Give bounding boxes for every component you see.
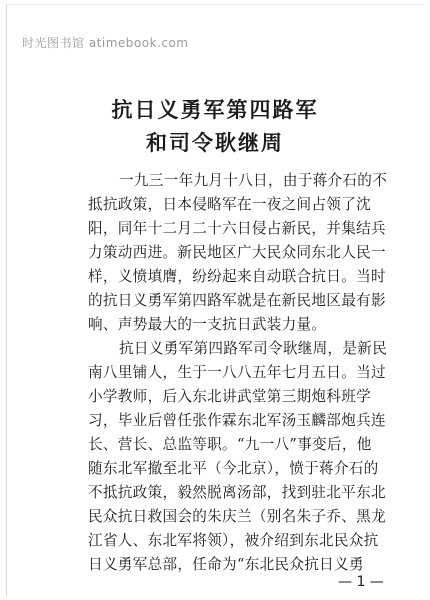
- body-line: 习，毕业后曾任张作霖东北军汤玉麟部炮兵连: [88, 412, 386, 429]
- body-line: 江省人、东北军将领），被介绍到东北民众抗: [88, 532, 379, 549]
- body-line: 随东北军撤至北平（今北京），愤于蒋介石的: [88, 460, 379, 477]
- body-line: 响、声势最大的一支抗日武装力量。: [88, 316, 327, 333]
- title-line-1: 抗日义勇军第四路军: [111, 98, 319, 122]
- body-line: 长、营长、总监等职。“九一八”事变后，他: [88, 436, 372, 453]
- body-line: 的抗日义勇军第四路军就是在新民地区最有影: [88, 292, 386, 309]
- body-line: 日义勇军总部，任命为“东北民众抗日义勇: [88, 556, 364, 573]
- body-line: 不抵抗政策，毅然脱离汤部，找到驻北平东北: [88, 484, 386, 501]
- body-line: 一九三一年九月十八日，由于蒋介石的不: [119, 172, 388, 189]
- body-line: 样，义愤填膺，纷纷起来自动联合抗日。当时: [88, 268, 386, 285]
- page-number: — 1 —: [338, 574, 384, 590]
- body-line: 民众抗日救国会的朱庆兰（别名朱子乔、黑龙: [88, 508, 386, 525]
- body-line: 阳，同年十二月二十六日侵占新民，并集结兵: [88, 220, 386, 237]
- body-line: 南八里铺人，生于一八八五年七月五日。当过: [88, 364, 386, 381]
- title-line-2: 和司令耿继周: [146, 131, 284, 155]
- watermark: 时光图书馆 atimebook.com: [22, 36, 189, 50]
- body-line: 小学教师，后入东北讲武堂第三期炮科班学: [88, 388, 371, 405]
- body-line: 抗日义勇军第四路军司令耿继周，是新民: [119, 340, 388, 357]
- body-line: 抵抗政策，日本侵略军在一夜之间占领了沈: [88, 196, 371, 213]
- body-line: 力策动西进。新民地区广大民众同东北人民一: [88, 244, 386, 261]
